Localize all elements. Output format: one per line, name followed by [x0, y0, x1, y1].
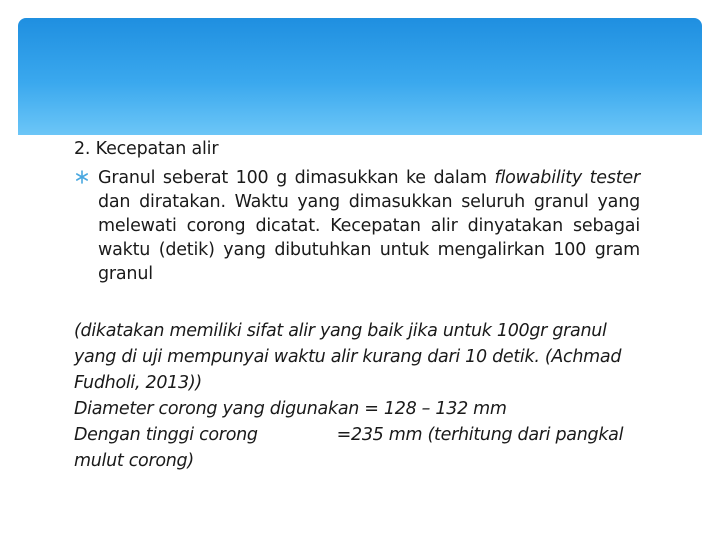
bullet-item — [74, 166, 640, 286]
note-block — [74, 318, 644, 474]
citation-text: (dikatakan memiliki sifat alir yang baik jika untuk 100gr granul yang di uji mempunyai waktu alir kurang dari 10 detik. (Achmad Fudholi, 2013)) — [74, 321, 622, 393]
asterisk-bullet-icon — [74, 169, 90, 185]
diameter-text: Diameter corong yang digunakan = 128 – 132 mm — [74, 399, 507, 419]
bullet-text-after: dan diratakan. Waktu yang dimasukkan seluruh granul yang melewati corong dicatat. Kecepatan alir dinyatakan sebagai waktu (detik) yang dibutuhkan untuk mengalirkan 100 gram granul — [98, 192, 640, 284]
section-heading: 2. Kecepatan alir — [74, 139, 219, 159]
flowability-tester-term: flowability tester — [494, 168, 640, 188]
bullet-text-before: Granul seberat 100 g dimasukkan ke dalam — [98, 168, 495, 188]
header-banner — [18, 18, 702, 135]
height-text: Dengan tinggi corong =235 mm (terhitung dari pangkal mulut corong) — [74, 425, 629, 471]
bullet-text — [98, 166, 640, 286]
